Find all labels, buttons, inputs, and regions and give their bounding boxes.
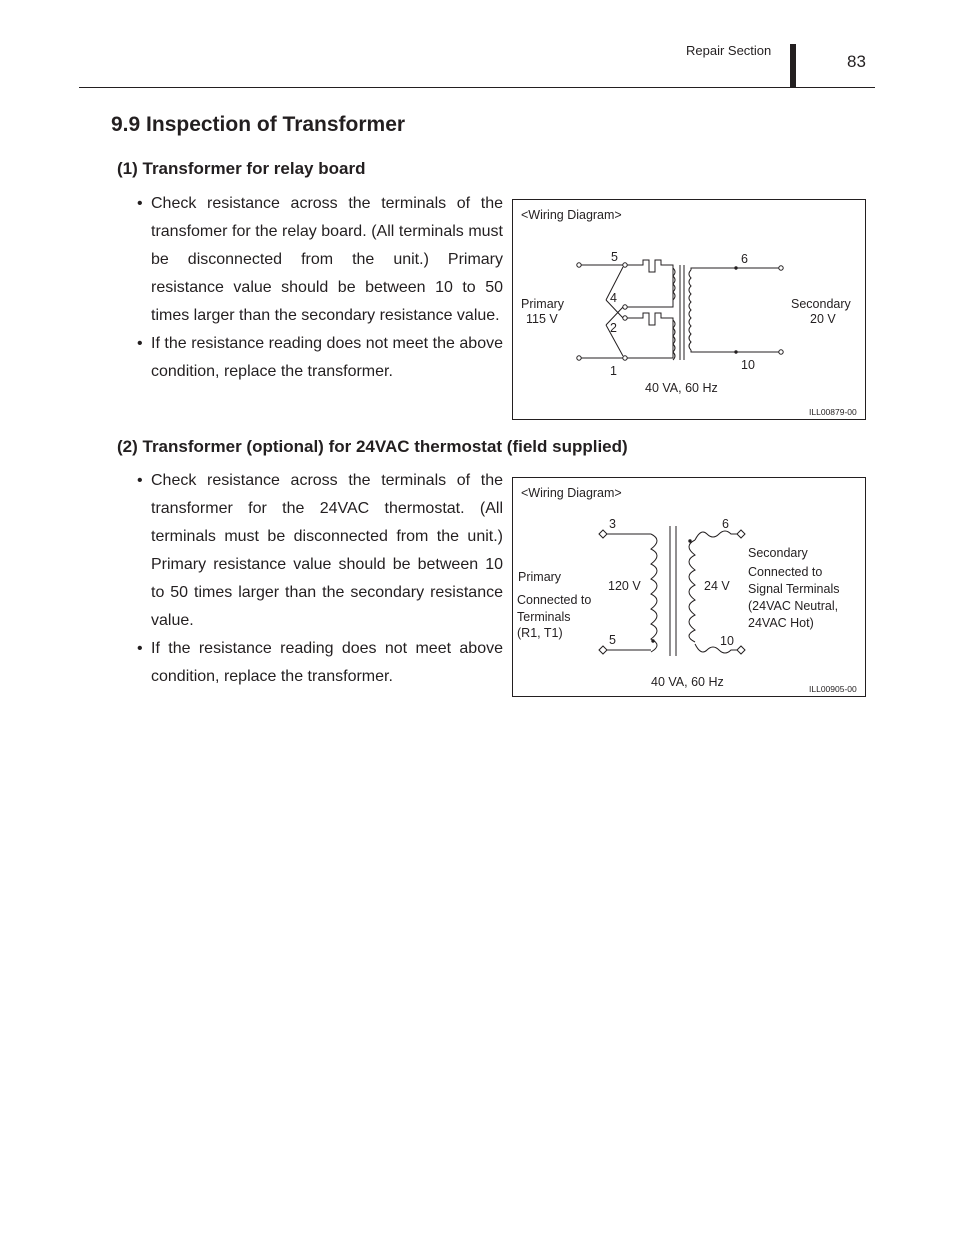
secondary-note-line: (24VAC Neutral, xyxy=(748,599,839,613)
terminal-3-label: 3 xyxy=(609,517,616,531)
bullet-item: • Check resistance across the terminals of the transformer for the 24VAC thermostat. (All terminals must be disconnected from the unit.) Primary resistance value should be between 10 to 50 times larger than the secondary resistance value. xyxy=(137,467,503,635)
sub-title-thermostat: (2) Transformer (optional) for 24VAC thermostat (field supplied) xyxy=(117,437,628,456)
terminal-10-label: 10 xyxy=(741,358,755,372)
terminal-5-label: 5 xyxy=(609,633,616,647)
terminal-6-label: 6 xyxy=(741,252,748,266)
section-title: 9.9 Inspection of Transformer xyxy=(111,113,406,136)
transformer-windings xyxy=(577,260,783,360)
rating-label: 40 VA, 60 Hz xyxy=(645,381,718,395)
terminal-10-label: 10 xyxy=(720,634,734,648)
header-section-label: Repair Section xyxy=(686,43,772,58)
secondary-label: Secondary xyxy=(791,297,851,311)
terminal-2-label: 2 xyxy=(610,321,617,335)
primary-note-line: Terminals xyxy=(517,610,571,624)
primary-label: Primary xyxy=(521,297,565,311)
secondary-note-line: Connected to xyxy=(748,565,823,579)
diagram-heading: <Wiring Diagram> xyxy=(521,486,622,500)
sub-title-relay-board: (1) Transformer for relay board xyxy=(117,159,366,178)
primary-label: Primary xyxy=(518,570,562,584)
primary-note-line: Connected to xyxy=(517,593,592,607)
illustration-code: ILL00905-00 xyxy=(809,684,857,694)
illustration-code: ILL00879-00 xyxy=(809,407,857,417)
wiring-diagram-relay-board xyxy=(512,199,866,420)
bullet-item: • If the resistance reading does not meet above condition, replace the transformer. xyxy=(137,635,503,691)
primary-note-line: (R1, T1) xyxy=(517,626,563,640)
bullet-item: • Check resistance across the terminals of the transfomer for the relay board. (All terminals must be disconnected from the unit.) Primary resistance value should be between 10 to 50 times larger than the secondary resistance value. xyxy=(137,190,503,330)
secondary-voltage: 20 V xyxy=(810,312,836,326)
terminal-6-label: 6 xyxy=(722,517,729,531)
primary-voltage: 115 V xyxy=(526,312,558,326)
terminal-1-label: 1 xyxy=(610,364,617,378)
terminal-4-label: 4 xyxy=(610,291,617,305)
bullet-item: • If the resistance reading does not meet the above condition, replace the transformer. xyxy=(137,330,503,386)
secondary-voltage: 24 V xyxy=(704,579,730,593)
wiring-diagram-thermostat xyxy=(512,477,866,697)
header-rule xyxy=(79,87,875,88)
bullet-list-relay-board xyxy=(137,190,503,386)
bullet-list-thermostat xyxy=(137,467,503,691)
rating-label: 40 VA, 60 Hz xyxy=(651,675,724,689)
header-bar xyxy=(790,44,796,88)
secondary-note-line: 24VAC Hot) xyxy=(748,616,814,630)
page-number: 83 xyxy=(847,52,866,71)
terminal-5-label: 5 xyxy=(611,250,618,264)
diagram-heading: <Wiring Diagram> xyxy=(521,208,622,222)
secondary-note-line: Signal Terminals xyxy=(748,582,840,596)
primary-voltage: 120 V xyxy=(608,579,641,593)
secondary-label: Secondary xyxy=(748,546,808,560)
